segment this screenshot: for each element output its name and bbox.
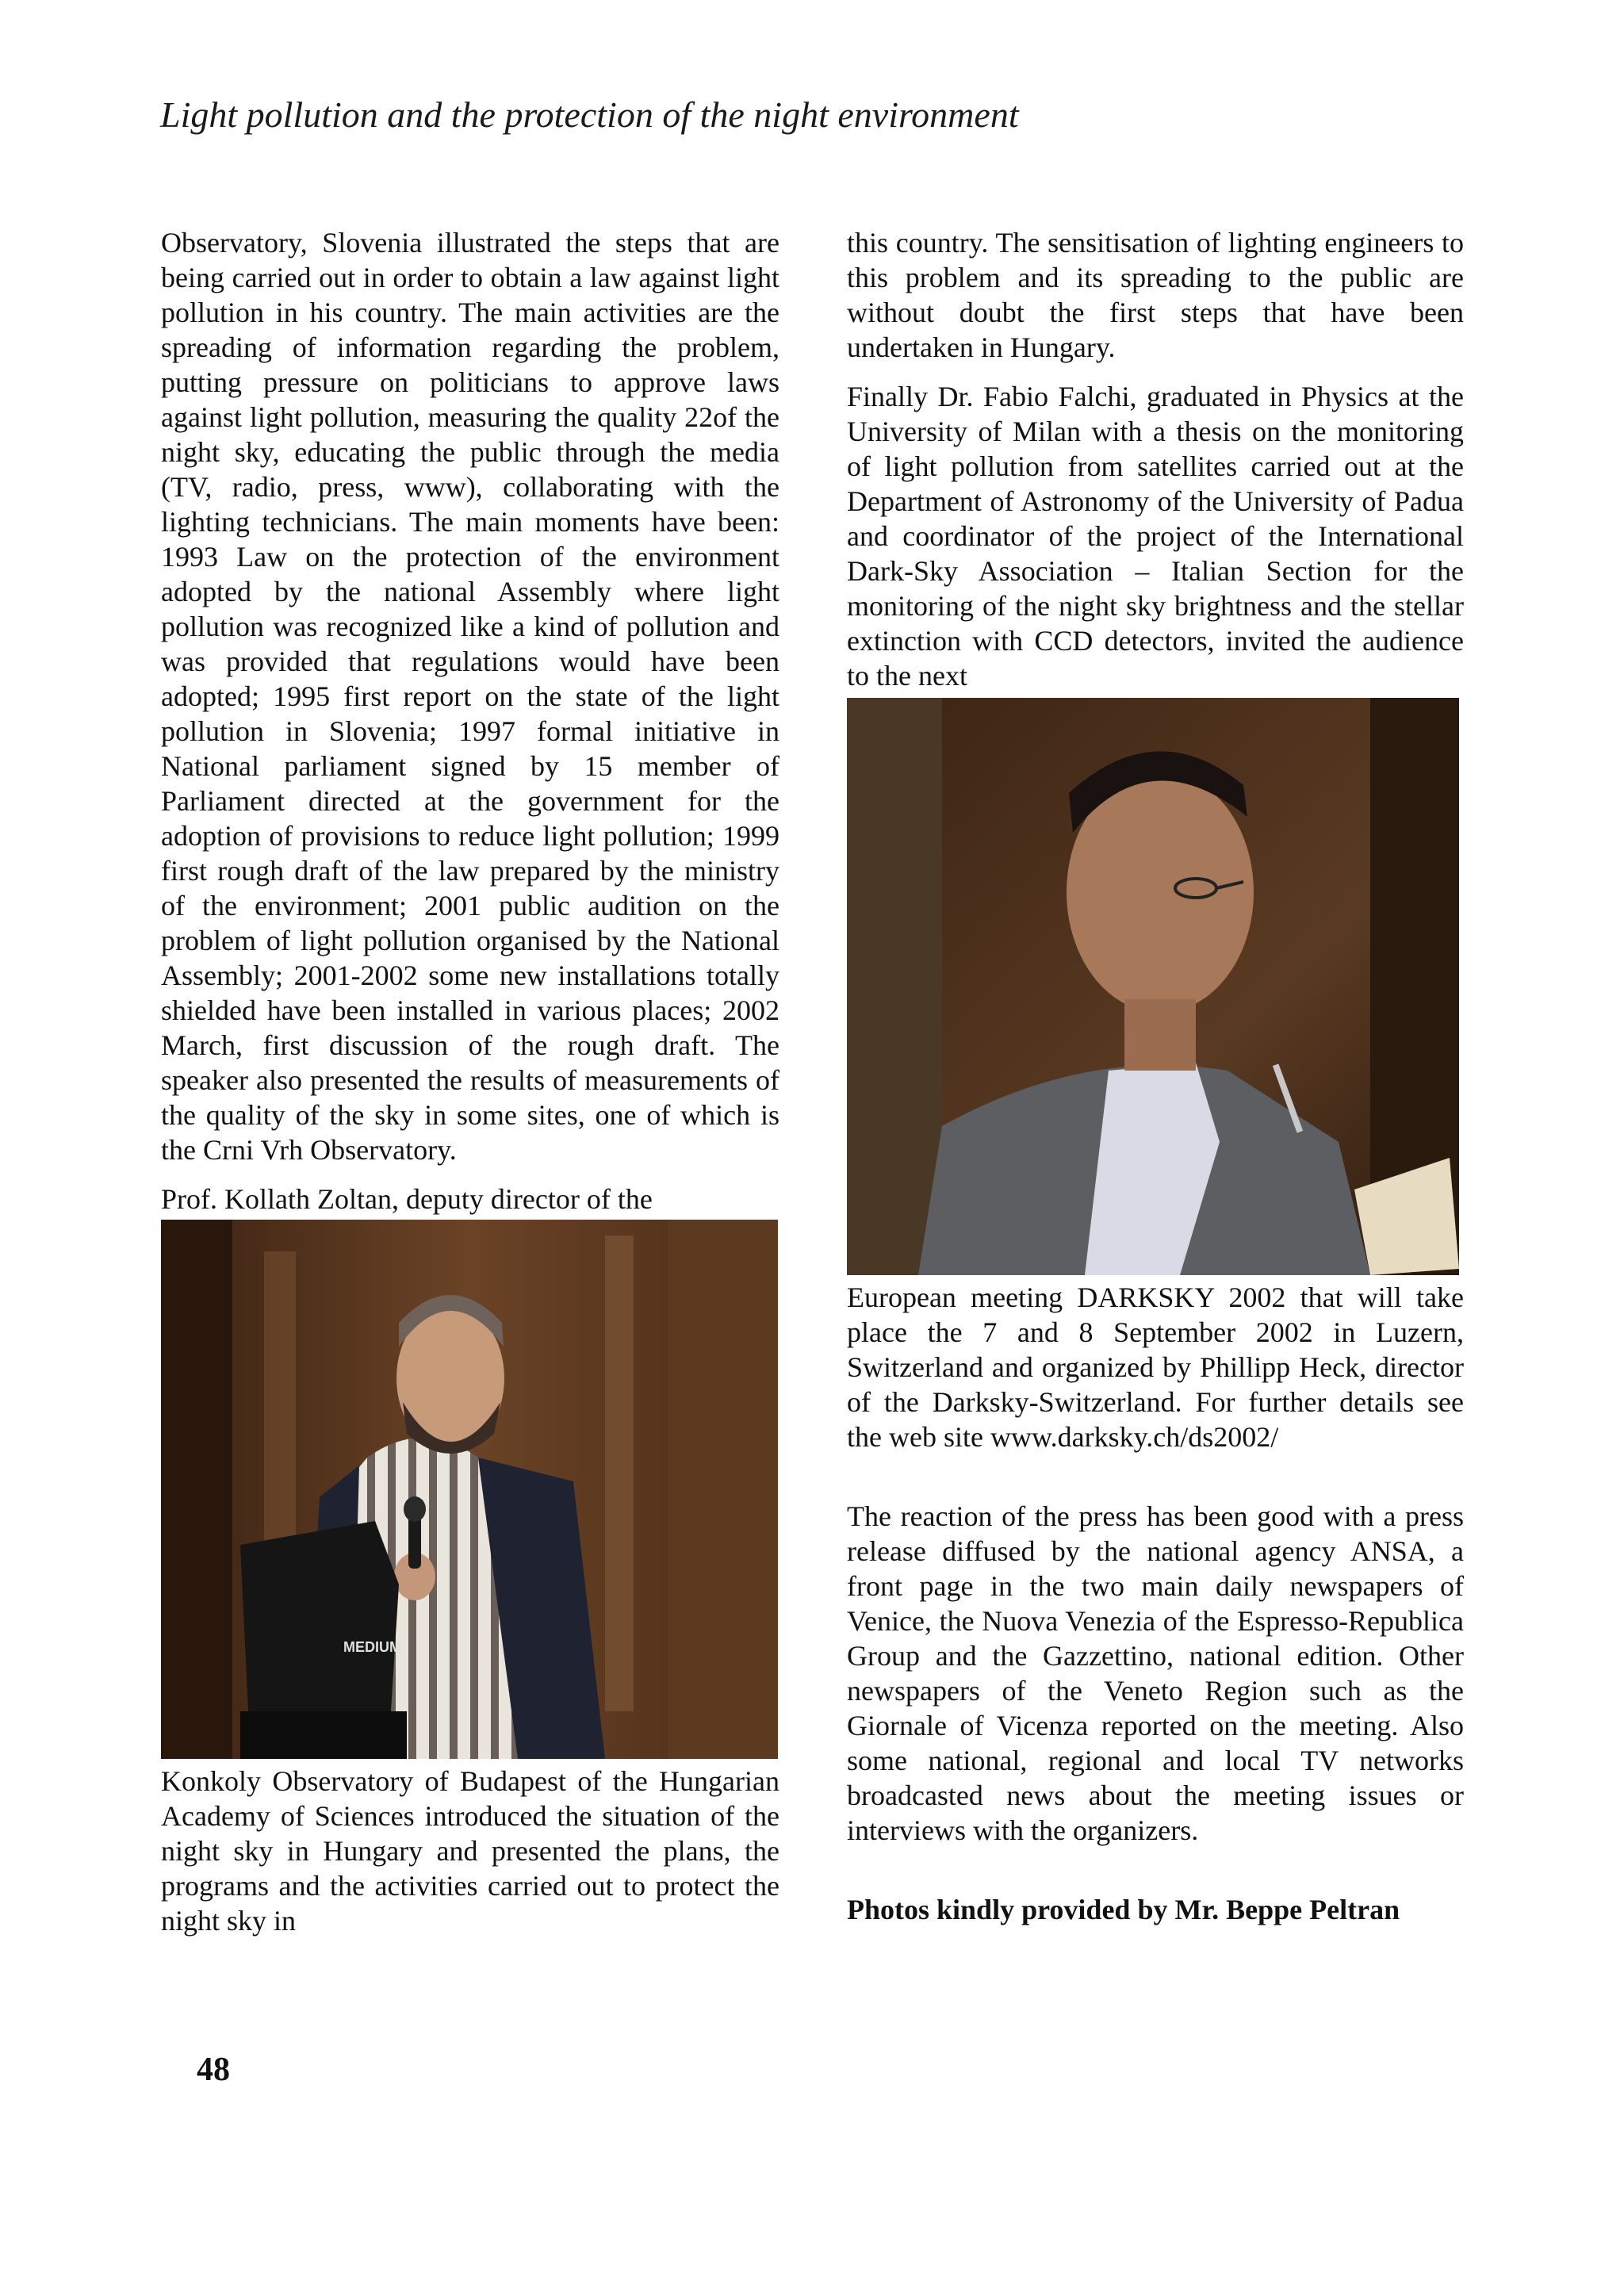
right-paragraph-hungary: this country. The sensitisation of lighting engineers to this problem and its spreading to the public are without doubt the first steps that have been undertaken in Hungary.	[847, 227, 1464, 363]
right-paragraph-falchi-end: European meeting DARKSKY 2002 that will take place the 7 and 8 September 2002 in Luzern, Switzerland and organized by Phillipp Heck, director of the Darksky-Switzerland. For further details see the web site www.darksky.ch/ds2002/	[847, 1282, 1464, 1453]
photo-seated-attendee	[847, 698, 1459, 1275]
left-paragraph-kollath-start: Prof. Kollath Zoltan, deputy director of the	[161, 1183, 653, 1215]
page-number: 48	[197, 2052, 230, 2088]
photo-speaker-at-podium	[161, 1220, 778, 1759]
photo-credit: Photos kindly provided by Mr. Beppe Peltran	[847, 1894, 1400, 1925]
podium-label: MEDIUM	[343, 1639, 401, 1655]
left-paragraph-kollath-end: Konkoly Observatory of Budapest of the Hungarian Academy of Sciences introduced the situation of the night sky in Hungary and presented the plans, the programs and the activities carried out to protect the night sky in	[161, 1765, 779, 1937]
right-paragraph-press: The reaction of the press has been good with a press release diffused by the national agency ANSA, a front page in the two main daily newspapers of Venice, the Nuova Venezia of the Espresso-Republica Group and the Gazzettino, national edition. Other newspapers of the Veneto Region such as the Giornale of Vicenza reported on the meeting. Also some national, regional and local TV networks broadcasted news about the meeting issues or interviews with the organizers.	[847, 1500, 1464, 1846]
left-paragraph-slovenia: Observatory, Slovenia illustrated the steps that are being carried out in order to obtain a law against light pollution in his country. The main activities are the spreading of information regarding the problem, putting pressure on politicians to approve laws against light pollution, measuring the quality 22of the night sky, educating the public through the media (TV, radio, press, www), collaborating with the lighting technicians. The main moments have been: 1993 Law on the protection of the environment adopted by the national Assembly where light pollution was recognized like a kind of pollution and was provided that regulations would have been adopted; 1995 first report on the state of the light pollution in Slovenia; 1997 formal initiative in National parliament signed by 15 member of Parliament directed at the government for the adoption of provisions to reduce light pollution; 1999 first rough draft of the law prepared by the ministry of the environment; 2001 public audition on the problem of light pollution organised by the National Assembly; 2001-2002 some new installations totally shielded have been installed in various places; 2002 March, first discussion of the rough draft. The speaker also presented the results of measurements of the quality of the sky in some sites, one of which is the Crni Vrh Observatory.	[161, 227, 779, 1166]
right-column	[847, 225, 1464, 1927]
running-head: Light pollution and the protection of the night environment	[160, 94, 1019, 135]
right-paragraph-falchi-start: Finally Dr. Fabio Falchi, graduated in Physics at the University of Milan with a thesis on the monitoring of light pollution from satellites carried out at the Department of Astronomy of the University of Padua and coordinator of the project of the International Dark-Sky Association – Italian Section for the monitoring of the night sky brightness and the stellar extinction with CCD detectors, invited the audience to the next	[847, 381, 1464, 692]
left-column	[161, 225, 779, 1938]
